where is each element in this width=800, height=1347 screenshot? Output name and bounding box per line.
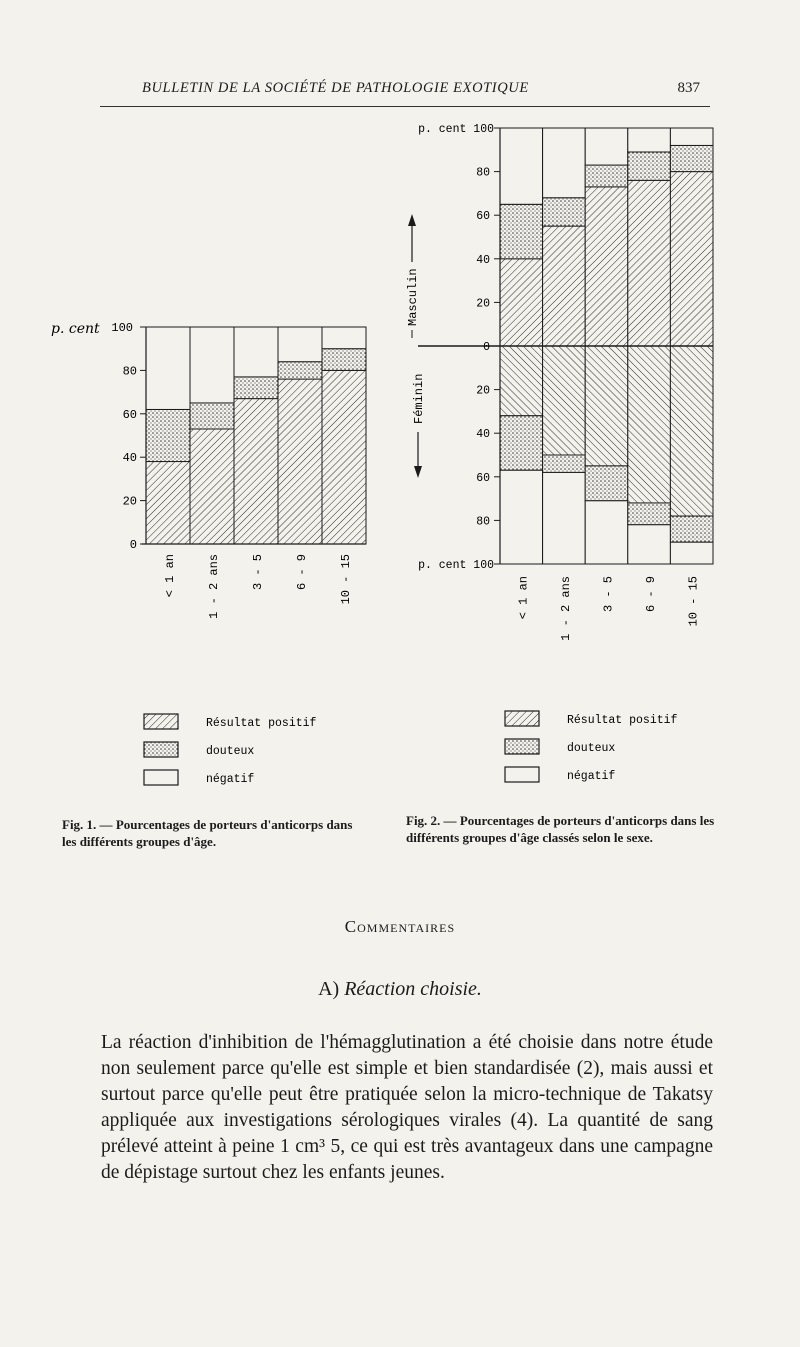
fig1-bar-positive (322, 370, 366, 544)
fig1-tick-label: 20 (122, 494, 137, 509)
journal-title: BULLETIN DE LA SOCIÉTÉ DE PATHOLOGIE EXOTIQUE (142, 80, 529, 96)
figure-1-caption-label: Fig. 1. — (62, 817, 113, 832)
fig1-bar-doubtful (146, 409, 190, 461)
figure-2-caption-label: Fig. 2. — (406, 813, 457, 828)
fig1-bar-positive (234, 399, 278, 544)
fig2-category-label: 10 - 15 (686, 576, 701, 627)
fig1-bar-negative (190, 327, 234, 403)
body-paragraph: La réaction d'inhibition de l'hémagglutination a été choisie dans notre étude non seulement parce qu'elle est simple et bien standardisée (2), mais aussi et surtout parce qu'elle peut être pratiquée selon la micro-technique de Takatsy appliquée aux investigations sérologiques virales (4). La quantité de sang prélevé atteint à peine 1 cm³ 5, ce qui est très avantageux dans une campagne de dépistage surtout chez les enfants jeunes. (101, 1032, 713, 1183)
fig2-masculin-label: Masculin (406, 268, 420, 326)
fig1-category-label: 10 - 15 (339, 554, 353, 605)
fig1-bar-negative (322, 327, 366, 349)
fig2-feminin-bar-positive (500, 346, 543, 416)
fig2-feminin-bar-doubtful (500, 416, 543, 471)
fig2-masculin-bar-positive (585, 187, 628, 346)
fig1-legend-swatch-negative (144, 770, 178, 785)
fig1-bar-doubtful (278, 362, 322, 379)
fig2-tick-label: 80 (476, 166, 490, 180)
fig2-feminin-bar-positive (628, 346, 671, 503)
fig2-tick-label: 80 (476, 515, 490, 529)
fig2-tick-label: 60 (476, 471, 490, 485)
fig2-feminin-bar-negative (543, 472, 586, 564)
fig2-feminin-bar-negative (670, 542, 713, 564)
fig2-feminin-bar-positive (543, 346, 586, 455)
fig2-masculin-bar-positive (670, 172, 713, 346)
fig2-masculin-bar-negative (585, 128, 628, 165)
page-number: 837 (677, 80, 700, 96)
fig1-bar-positive (146, 462, 190, 544)
fig2-masculin-bar-negative (670, 128, 713, 145)
fig1-category-label: < 1 an (163, 554, 177, 598)
subsection-title: Réaction choisie. (344, 978, 482, 1000)
fig1-legend-label-doubtful: douteux (206, 745, 255, 758)
subsection-letter: A) (318, 978, 340, 1000)
figure-2-chart (406, 123, 713, 641)
fig2-masculin-bar-negative (500, 128, 543, 204)
fig1-bar-doubtful (234, 377, 278, 399)
fig2-category-label: 6 - 9 (644, 576, 659, 613)
fig2-feminin-bar-negative (628, 525, 671, 564)
fig2-down-arrowhead (414, 466, 422, 478)
fig2-feminin-bar-doubtful (543, 455, 586, 472)
fig1-bar-positive (278, 379, 322, 544)
fig2-feminin-bar-positive (670, 346, 713, 516)
figure-2-caption-text: Pourcentages de porteurs d'anticorps dans les différents groupes d'âge classés selon le sexe. (406, 813, 715, 845)
fig2-legend-swatch-positive (505, 711, 539, 726)
fig2-category-label: < 1 an (516, 576, 531, 620)
fig2-tick-label: 20 (476, 384, 490, 398)
figure-legends (144, 711, 678, 786)
fig2-masculin-bar-doubtful (585, 165, 628, 187)
fig1-bar-negative (278, 327, 322, 362)
fig2-bottom-axis-label: p. cent 100 (418, 559, 494, 572)
fig1-legend-label-negative: négatif (206, 773, 255, 786)
fig2-top-axis-label: p. cent 100 (418, 123, 494, 136)
fig2-feminin-label: Féminin (412, 373, 426, 424)
fig1-bar-negative (146, 327, 190, 409)
fig2-tick-label: 0 (483, 341, 490, 354)
fig1-y-axis-label: p. cent (51, 321, 100, 337)
fig1-category-label: 3 - 5 (251, 554, 265, 591)
fig2-masculin-bar-doubtful (543, 198, 586, 226)
fig2-feminin-bar-negative (500, 470, 543, 564)
figure-1-caption (62, 816, 362, 850)
figure-2-caption (406, 812, 736, 846)
fig2-masculin-bar-doubtful (500, 204, 543, 258)
fig2-feminin-bar-doubtful (585, 466, 628, 501)
fig2-category-label: 3 - 5 (601, 576, 616, 613)
fig2-legend-swatch-negative (505, 767, 539, 782)
figure-1-chart (51, 321, 366, 619)
fig1-legend-swatch-doubtful (144, 742, 178, 757)
fig2-masculin-bar-doubtful (670, 145, 713, 171)
fig1-bar-positive (190, 429, 234, 544)
fig1-tick-label: 80 (122, 364, 137, 379)
fig2-masculin-bar-positive (500, 259, 543, 346)
fig2-legend-swatch-doubtful (505, 739, 539, 754)
fig1-tick-label: 100 (111, 321, 133, 335)
fig2-tick-label: 40 (476, 428, 490, 442)
section-heading: Commentaires (344, 917, 456, 936)
fig1-tick-label: 0 (129, 538, 137, 552)
fig2-masculin-bar-negative (543, 128, 586, 198)
fig2-feminin-bar-doubtful (628, 503, 671, 525)
fig2-feminin-bar-positive (585, 346, 628, 466)
fig2-tick-label: 60 (476, 210, 490, 224)
fig2-masculin-bar-negative (628, 128, 671, 152)
subsection-heading (0, 978, 800, 1001)
figure-1-caption-text: Pourcentages de porteurs d'anticorps dans les différents groupes d'âge. (62, 817, 353, 849)
fig1-tick-label: 40 (122, 451, 137, 466)
fig1-bar-negative (234, 327, 278, 377)
fig2-masculin-bar-positive (628, 180, 671, 346)
fig1-bar-doubtful (190, 403, 234, 429)
fig2-category-label: 1 - 2 ans (558, 576, 573, 641)
fig2-legend-label-positive: Résultat positif (567, 714, 678, 727)
fig1-category-label: 6 - 9 (295, 554, 309, 591)
fig2-up-arrowhead (408, 214, 416, 226)
fig2-feminin-bar-doubtful (670, 516, 713, 542)
fig2-masculin-bar-positive (543, 226, 586, 346)
fig1-category-label: 1 - 2 ans (207, 554, 221, 619)
fig2-legend-label-doubtful: douteux (567, 742, 616, 755)
fig1-legend-label-positive: Résultat positif (206, 717, 317, 730)
fig1-tick-label: 60 (122, 407, 137, 422)
fig2-feminin-bar-negative (585, 501, 628, 564)
fig1-bar-doubtful (322, 349, 366, 371)
fig2-legend-label-negative: négatif (567, 770, 616, 783)
fig2-masculin-bar-doubtful (628, 152, 671, 180)
fig2-tick-label: 20 (476, 297, 490, 311)
fig1-legend-swatch-positive (144, 714, 178, 729)
fig2-tick-label: 40 (476, 253, 490, 267)
